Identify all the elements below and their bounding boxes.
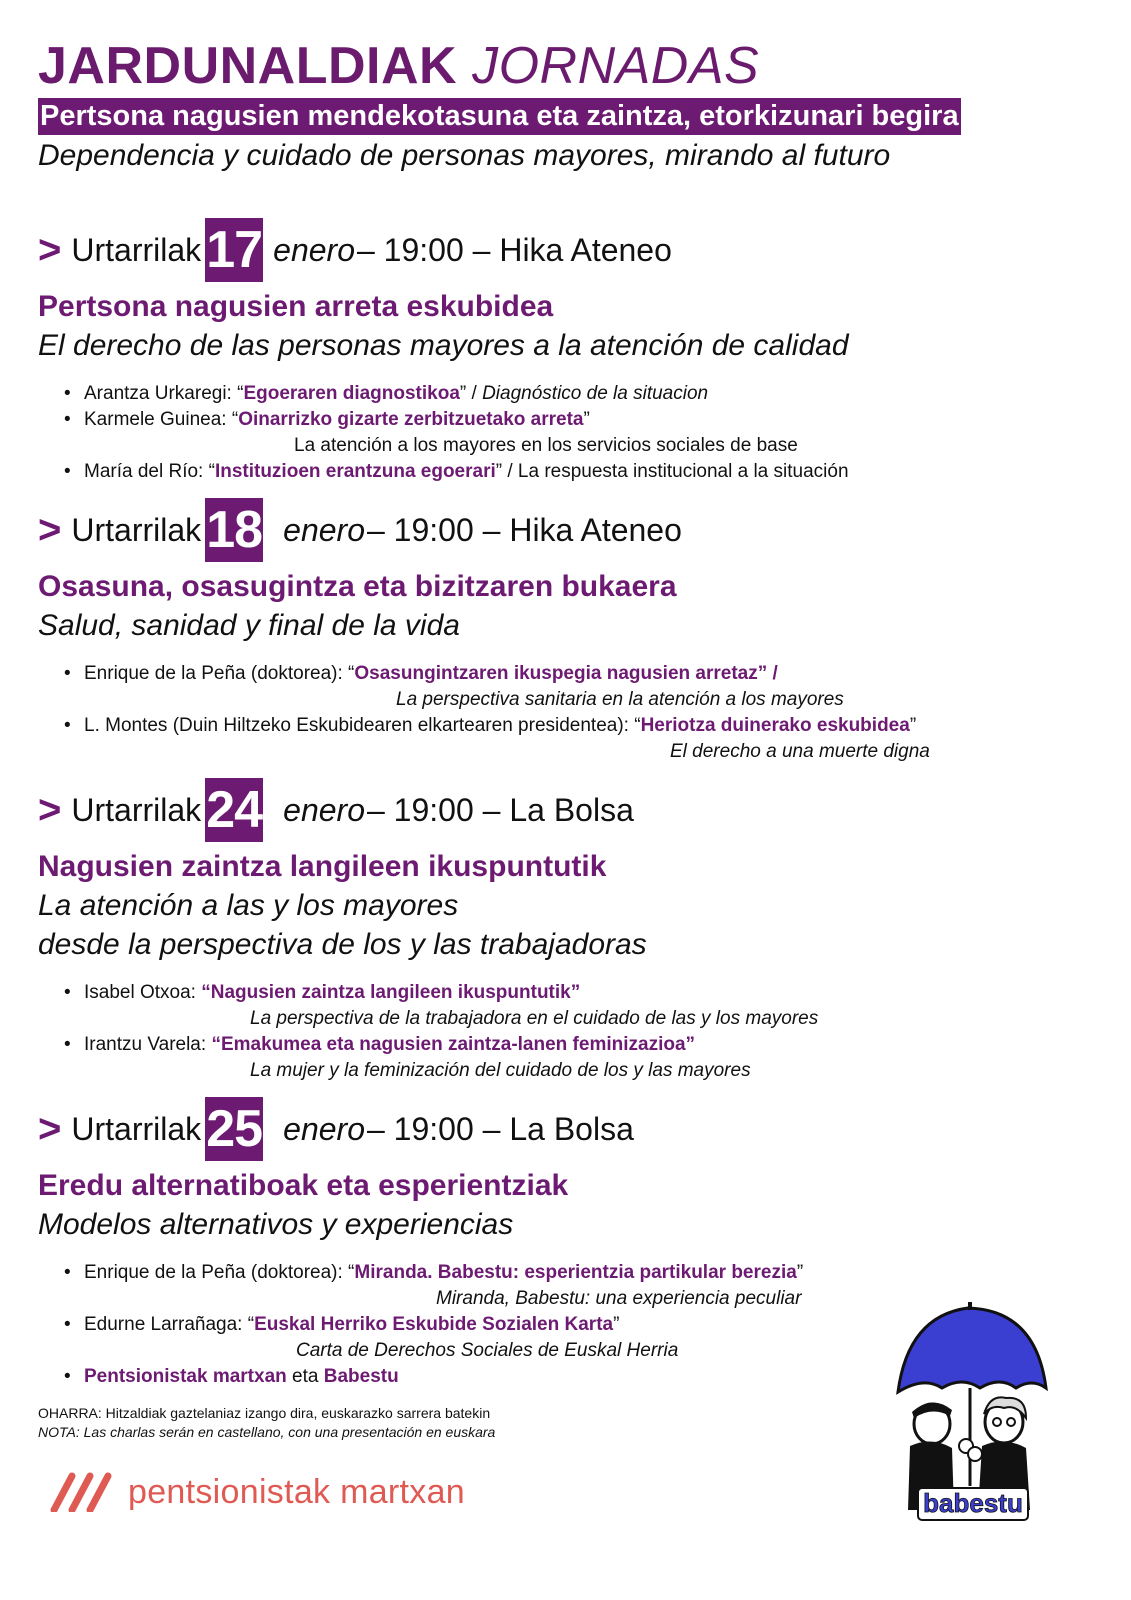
session-title-basque: Pertsona nagusien arreta eskubidea <box>38 290 554 323</box>
talk-translation: La perspectiva sanitaria en la atención a los mayores <box>396 688 844 710</box>
talk-list <box>38 381 1108 485</box>
title-spanish: JORNADAS <box>472 37 760 95</box>
day-number: 18 <box>205 498 263 562</box>
speaker: L. Montes (Duin Hiltzeko Eskubidearen elkartearen presidentea): “ <box>84 714 641 736</box>
session-18 <box>38 498 1108 765</box>
talk-item: • María del Río: “Instituzioen erantzuna egoerari” / La respuesta institucional a la situación <box>64 460 849 482</box>
talk-title: Instituzioen erantzuna egoerari <box>214 460 496 482</box>
arrow-icon: > <box>38 788 62 832</box>
subtitle-basque: Pertsona nagusien mendekotasuna eta zaintza, etorkizunari begira <box>38 98 961 135</box>
talk-item: • Irantzu Varela: “Emakumea eta nagusien zaintza-lanen feminizazioa” La mujer y la feminización del cuidado de los y las mayores <box>64 1032 1108 1084</box>
month-basque: Urtarrilak <box>71 791 202 828</box>
talk-after: ” <box>613 1313 620 1335</box>
talk-list <box>38 661 1108 765</box>
talk-title: Miranda. Babestu: esperientzia partikular berezia <box>354 1261 797 1283</box>
talk-title: Euskal Herriko Eskubide Sozialen Karta <box>254 1313 614 1335</box>
talk-after: ” <box>909 714 917 736</box>
page-title <box>38 37 1108 95</box>
session-title-spanish-line2: desde la perspectiva de los y las trabajadoras <box>38 927 647 961</box>
slashes-icon <box>48 1472 114 1512</box>
session-date-line <box>38 778 1108 842</box>
talk-list <box>38 980 1108 1084</box>
session-title-spanish: La atención a las y los mayores <box>38 888 459 922</box>
session-title-spanish: Modelos alternativos y experiencias <box>38 1207 514 1241</box>
session-title-basque: Nagusien zaintza langileen ikuspuntutik <box>38 850 607 883</box>
session-17 <box>38 218 1108 485</box>
speaker: María del Río: “ <box>84 460 215 482</box>
talk-item: • Enrique de la Peña (doktorea): “Miranda. Babestu: esperientzia partikular berezia” Miranda, Babestu: una experiencia peculiar <box>64 1260 1108 1312</box>
talk-item: • Isabel Otxoa: “Nagusien zaintza langileen ikuspuntutik” La perspectiva de la trabajadora en el cuidado de las y los mayores <box>64 980 1108 1032</box>
day-number: 17 <box>205 218 263 282</box>
arrow-icon: > <box>38 228 62 272</box>
month-basque: Urtarrilak <box>71 1110 202 1147</box>
subtitle-spanish: Dependencia y cuidado de personas mayores, mirando al futuro <box>38 138 891 172</box>
talk-after: ” <box>583 408 590 430</box>
talk-translation: Diagnóstico de la situacion <box>482 382 709 404</box>
talk-translation: La mujer y la feminización del cuidado de los y las mayores <box>250 1059 751 1081</box>
talk-item: • Karmele Guinea: “Oinarrizko gizarte zerbitzuetako arreta” La atención a los mayores en los servicios sociales de base <box>64 407 1108 459</box>
session-title-spanish: Salud, sanidad y final de la vida <box>38 608 460 642</box>
talk-translation: La atención a los mayores en los servicios sociales de base <box>294 434 798 456</box>
note-basque: OHARRA: Hitzaldiak gaztelaniaz izango dira, euskarazko sarrera batekin <box>38 1405 491 1421</box>
title-basque: JARDUNALDIAK <box>38 37 458 95</box>
talk-after: ” <box>796 1261 804 1283</box>
month-spanish: enero <box>273 231 355 268</box>
talk-after: ” / <box>459 382 483 404</box>
babestu-logo <box>880 1296 1060 1536</box>
talk-item: • L. Montes (Duin Hiltzeko Eskubidearen elkartearen presidentea): “Heriotza duinerako eskubidea” El derecho a una muerte digna <box>64 713 1108 765</box>
talk-title: Heriotza duinerako eskubidea <box>640 714 910 736</box>
time-venue: – 19:00 – La Bolsa <box>366 791 634 828</box>
speaker: Karmele Guinea: “ <box>84 408 239 430</box>
time-venue: – 19:00 – Hika Ateneo <box>356 231 672 268</box>
org-pentsionistak: Pentsionistak martxan <box>84 1365 287 1387</box>
talk-item: • Pentsionistak martxan eta Babestu <box>64 1365 399 1387</box>
month-spanish: enero <box>283 1110 365 1147</box>
pentsionistak-martxan-logo <box>48 1472 465 1512</box>
speaker: Arantza Urkaregi: “ <box>84 382 244 404</box>
session-title-basque: Osasuna, osasugintza eta bizitzaren bukaera <box>38 570 677 603</box>
talk-translation: La perspectiva de la trabajadora en el cuidado de las y los mayores <box>250 1007 819 1029</box>
speaker: Enrique de la Peña (doktorea): “ <box>84 662 355 684</box>
speaker: Isabel Otxoa: <box>84 981 202 1003</box>
session-date-line <box>38 218 1108 282</box>
speaker: Edurne Larrañaga: “ <box>84 1313 255 1335</box>
time-venue: – 19:00 – Hika Ateneo <box>366 511 682 548</box>
logo-text: pentsionistak martxan <box>128 1472 466 1511</box>
notes <box>38 1404 495 1442</box>
session-date-line <box>38 1097 1108 1161</box>
day-number: 25 <box>205 1097 263 1161</box>
session-title-basque: Eredu alternatiboak eta esperientziak <box>38 1169 569 1202</box>
session-date-line <box>38 498 1108 562</box>
arrow-icon: > <box>38 508 62 552</box>
month-basque: Urtarrilak <box>71 231 202 268</box>
session-24 <box>38 778 1108 1084</box>
talk-item: • Edurne Larrañaga: “Euskal Herriko Eskubide Sozialen Karta” Carta de Derechos Sociales de Euskal Herria <box>64 1312 1108 1364</box>
talk-title: “Nagusien zaintza langileen ikuspuntutik” <box>201 981 581 1003</box>
talk-item: • Arantza Urkaregi: “Egoeraren diagnostikoa” / Diagnóstico de la situacion <box>64 382 709 404</box>
talk-title: Osasungintzaren ikuspegia nagusien arretaz” / <box>354 662 778 684</box>
talk-title: Egoeraren diagnostikoa <box>243 382 460 404</box>
month-spanish: enero <box>283 791 365 828</box>
time-venue: – 19:00 – La Bolsa <box>366 1110 634 1147</box>
talk-title: Oinarrizko gizarte zerbitzuetako arreta <box>238 408 584 430</box>
session-title-spanish: El derecho de las personas mayores a la atención de calidad <box>38 328 849 362</box>
month-basque: Urtarrilak <box>71 511 202 548</box>
org-babestu: Babestu <box>323 1365 399 1387</box>
talk-translation: Miranda, Babestu: una experiencia peculiar <box>436 1287 802 1309</box>
arrow-icon: > <box>38 1107 62 1151</box>
talk-translation: El derecho a una muerte digna <box>670 740 930 762</box>
header <box>38 37 1108 172</box>
speaker: Enrique de la Peña (doktorea): “ <box>84 1261 355 1283</box>
talk-item: • Enrique de la Peña (doktorea): “Osasungintzaren ikuspegia nagusien arretaz” / La perspectiva sanitaria en la atención a los mayores <box>64 661 1108 713</box>
talk-translation: Carta de Derechos Sociales de Euskal Herria <box>296 1339 679 1361</box>
closing-conjunction: eta <box>286 1365 324 1387</box>
babestu-label: babestu <box>923 1488 1023 1518</box>
talk-title: “Emakumea eta nagusien zaintza-lanen feminizazioa” <box>211 1033 696 1055</box>
talk-after: ” / La respuesta institucional a la situación <box>495 460 849 482</box>
speaker: Irantzu Varela: <box>84 1033 212 1055</box>
month-spanish: enero <box>283 511 365 548</box>
note-spanish: NOTA: Las charlas serán en castellano, con una presentación en euskara <box>38 1424 496 1440</box>
day-number: 24 <box>205 778 263 842</box>
